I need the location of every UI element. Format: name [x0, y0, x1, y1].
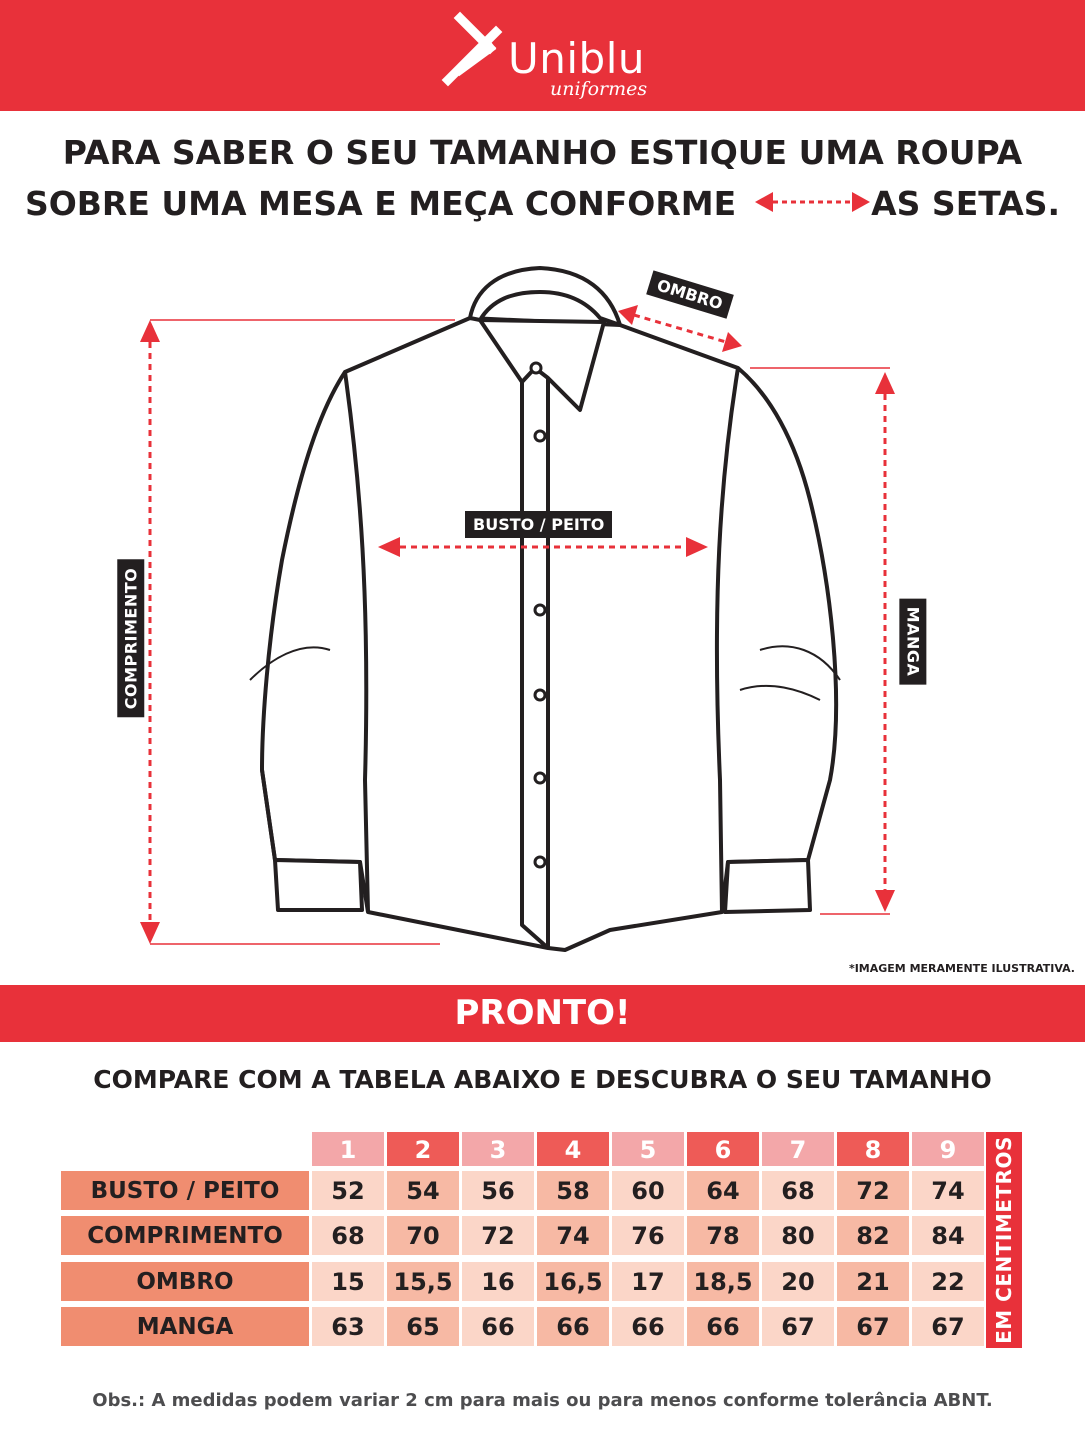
table-cell: 65	[387, 1307, 459, 1346]
table-cell: 72	[462, 1216, 534, 1255]
table-cell: 15,5	[387, 1262, 459, 1301]
table-cell: 60	[612, 1171, 684, 1210]
size-header: 4	[537, 1132, 609, 1166]
table-cell: 66	[537, 1307, 609, 1346]
table-cell: 18,5	[687, 1262, 759, 1301]
table-cell: 78	[687, 1216, 759, 1255]
instruction-line-1: PARA SABER O SEU TAMANHO ESTIQUE UMA ROUPA	[62, 133, 1023, 172]
table-cell: 52	[312, 1171, 384, 1210]
size-header: 2	[387, 1132, 459, 1166]
observation-note: Obs.: A medidas podem variar 2 cm para mais ou para menos conforme tolerância ABNT.	[92, 1390, 993, 1411]
table-cell: 80	[762, 1216, 834, 1255]
label-comprimento: COMPRIMENTO	[117, 560, 144, 718]
table-cell: 76	[612, 1216, 684, 1255]
table-cell: 66	[462, 1307, 534, 1346]
table-cell: 84	[912, 1216, 984, 1255]
table-cell: 67	[837, 1307, 909, 1346]
label-busto: BUSTO / PEITO	[465, 511, 612, 538]
size-header: 8	[837, 1132, 909, 1166]
table-cell: 63	[312, 1307, 384, 1346]
uniblu-logo	[440, 8, 680, 108]
row-label: MANGA	[61, 1307, 309, 1346]
size-header: 6	[687, 1132, 759, 1166]
instruction-line-2-start: SOBRE UMA MESA E MEÇA CONFORME	[24, 184, 737, 223]
row-label: OMBRO	[61, 1262, 309, 1301]
size-header: 9	[912, 1132, 984, 1166]
logo-mark-icon	[440, 8, 510, 93]
disclaimer: *IMAGEM MERAMENTE ILUSTRATIVA.	[848, 962, 1075, 975]
table-cell: 15	[312, 1262, 384, 1301]
header-band	[0, 0, 1085, 111]
label-manga: MANGA	[899, 599, 926, 685]
table-cell: 56	[462, 1171, 534, 1210]
table-cell: 54	[387, 1171, 459, 1210]
pronto-banner: PRONTO!	[0, 985, 1085, 1042]
table-cell: 16	[462, 1262, 534, 1301]
row-label: COMPRIMENTO	[61, 1216, 309, 1255]
table-cell: 66	[687, 1307, 759, 1346]
unit-label: EM CENTIMETROS	[992, 1136, 1016, 1344]
table-cell: 70	[387, 1216, 459, 1255]
table-cell: 82	[837, 1216, 909, 1255]
size-header: 5	[612, 1132, 684, 1166]
table-cell: 64	[687, 1171, 759, 1210]
table-cell: 68	[312, 1216, 384, 1255]
table-cell: 68	[762, 1171, 834, 1210]
row-label: BUSTO / PEITO	[61, 1171, 309, 1210]
table-cell: 21	[837, 1262, 909, 1301]
size-header: 7	[762, 1132, 834, 1166]
table-cell: 22	[912, 1262, 984, 1301]
brand-name: Uniblu	[508, 34, 645, 83]
table-cell: 58	[537, 1171, 609, 1210]
table-cell: 16,5	[537, 1262, 609, 1301]
table-cell: 74	[912, 1171, 984, 1210]
table-cell: 20	[762, 1262, 834, 1301]
table-cell: 72	[837, 1171, 909, 1210]
compare-heading: COMPARE COM A TABELA ABAIXO E DESCUBRA O SEU TAMANHO	[93, 1065, 992, 1094]
table-cell: 67	[762, 1307, 834, 1346]
manga-arrow	[875, 372, 895, 912]
brand-subtitle: uniformes	[550, 78, 648, 100]
table-cell: 17	[612, 1262, 684, 1301]
table-cell: 67	[912, 1307, 984, 1346]
size-header: 1	[312, 1132, 384, 1166]
label-ombro: OMBRO	[646, 270, 733, 318]
instruction-line-2-end: AS SETAS.	[871, 184, 1061, 223]
table-cell: 74	[537, 1216, 609, 1255]
instruction-line-2	[0, 184, 1085, 223]
size-header: 3	[462, 1132, 534, 1166]
table-cell: 66	[612, 1307, 684, 1346]
double-arrow-icon	[755, 190, 870, 214]
